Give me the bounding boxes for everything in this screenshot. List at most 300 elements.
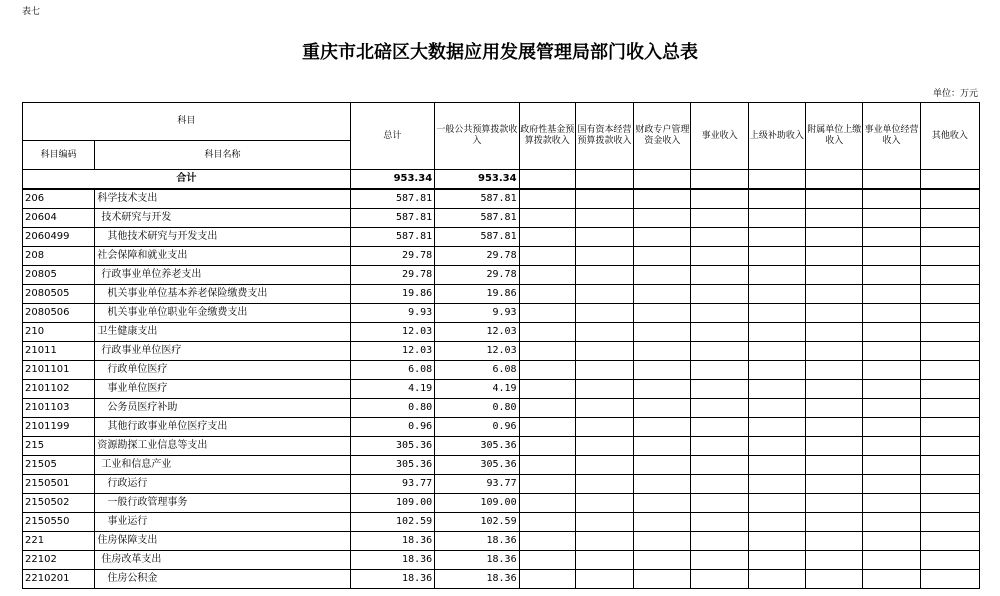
empty-cell (806, 361, 863, 380)
total-cell: 102.59 (350, 513, 434, 532)
empty-cell (634, 209, 691, 228)
subject-code-cell: 21011 (23, 342, 95, 361)
empty-cell (519, 247, 575, 266)
header-state-capital: 国有资本经营预算拨款收入 (575, 103, 633, 170)
table-row (23, 304, 980, 323)
general-budget-cell: 93.77 (435, 475, 519, 494)
total-cell: 93.77 (350, 475, 434, 494)
subject-code-cell: 206 (23, 189, 95, 209)
subject-name-cell: 住房改革支出 (95, 551, 350, 570)
table-row (23, 209, 980, 228)
total-general-budget: 953.34 (435, 170, 519, 190)
empty-cell (691, 209, 748, 228)
table-row (23, 418, 980, 437)
empty-cell (519, 399, 575, 418)
table-row (23, 551, 980, 570)
table-row (23, 570, 980, 589)
subject-name-cell: 公务员医疗补助 (95, 399, 350, 418)
subject-name-cell: 行政事业单位医疗 (95, 342, 350, 361)
general-budget-cell: 109.00 (435, 494, 519, 513)
empty-cell (634, 399, 691, 418)
subject-code-cell: 208 (23, 247, 95, 266)
empty-cell (575, 551, 633, 570)
empty-cell (863, 513, 920, 532)
empty-cell (519, 513, 575, 532)
general-budget-cell: 9.93 (435, 304, 519, 323)
empty-cell (920, 494, 979, 513)
table-row (23, 342, 980, 361)
table-row (23, 361, 980, 380)
general-budget-cell: 12.03 (435, 323, 519, 342)
subject-name-cell: 一般行政管理事务 (95, 494, 350, 513)
empty-cell (920, 189, 979, 209)
empty-cell (806, 551, 863, 570)
total-cell: 18.36 (350, 570, 434, 589)
empty-cell (863, 494, 920, 513)
empty-cell (691, 437, 748, 456)
unit-label: 单位：万元 (932, 89, 978, 99)
empty-cell (519, 494, 575, 513)
empty-cell (748, 494, 805, 513)
empty-cell (920, 380, 979, 399)
general-budget-cell: 0.96 (435, 418, 519, 437)
general-budget-cell: 19.86 (435, 285, 519, 304)
header-business-operation: 事业单位经营收入 (863, 103, 920, 170)
table-row (23, 532, 980, 551)
empty-cell (920, 361, 979, 380)
empty-cell (920, 551, 979, 570)
subject-code-cell: 2060499 (23, 228, 95, 247)
empty-cell (519, 228, 575, 247)
table-body (23, 170, 980, 589)
empty-cell (748, 532, 805, 551)
empty-cell (575, 361, 633, 380)
header-subject-name: 科目名称 (95, 141, 350, 170)
empty-cell (806, 570, 863, 589)
subject-name-cell: 其他行政事业单位医疗支出 (95, 418, 350, 437)
empty-cell (920, 247, 979, 266)
subject-name-cell: 技术研究与开发 (95, 209, 350, 228)
empty-cell (519, 551, 575, 570)
empty-cell (575, 380, 633, 399)
empty-cell (748, 437, 805, 456)
empty-cell (863, 228, 920, 247)
empty-cell (920, 418, 979, 437)
subject-code-cell: 221 (23, 532, 95, 551)
empty-cell (748, 304, 805, 323)
header-affiliated-unit: 附属单位上缴收入 (806, 103, 863, 170)
empty-cell (748, 170, 805, 190)
subject-name-cell: 工业和信息产业 (95, 456, 350, 475)
empty-cell (748, 475, 805, 494)
empty-cell (920, 437, 979, 456)
empty-cell (691, 570, 748, 589)
empty-cell (920, 285, 979, 304)
empty-cell (575, 266, 633, 285)
empty-cell (519, 342, 575, 361)
empty-cell (634, 570, 691, 589)
empty-cell (920, 304, 979, 323)
header-gov-fund: 政府性基金预算拨款收入 (519, 103, 575, 170)
empty-cell (691, 456, 748, 475)
empty-cell (748, 361, 805, 380)
header-general-budget: 一般公共预算拨款收入 (435, 103, 519, 170)
general-budget-cell: 29.78 (435, 266, 519, 285)
empty-cell (575, 189, 633, 209)
general-budget-cell: 305.36 (435, 456, 519, 475)
empty-cell (863, 361, 920, 380)
subject-code-cell: 2210201 (23, 570, 95, 589)
subject-name-cell: 机关事业单位基本养老保险缴费支出 (95, 285, 350, 304)
empty-cell (634, 170, 691, 190)
general-budget-cell: 6.08 (435, 361, 519, 380)
empty-cell (634, 342, 691, 361)
empty-cell (691, 475, 748, 494)
empty-cell (691, 551, 748, 570)
subject-code-cell: 2101199 (23, 418, 95, 437)
subject-name-cell: 其他技术研究与开发支出 (95, 228, 350, 247)
empty-cell (519, 361, 575, 380)
empty-cell (863, 399, 920, 418)
subject-name-cell: 事业运行 (95, 513, 350, 532)
empty-cell (519, 570, 575, 589)
general-budget-cell: 102.59 (435, 513, 519, 532)
empty-cell (806, 323, 863, 342)
empty-cell (575, 418, 633, 437)
subject-code-cell: 2101103 (23, 399, 95, 418)
empty-cell (634, 475, 691, 494)
subject-code-cell: 20805 (23, 266, 95, 285)
empty-cell (691, 418, 748, 437)
empty-cell (691, 494, 748, 513)
table-row (23, 399, 980, 418)
empty-cell (634, 361, 691, 380)
empty-cell (691, 285, 748, 304)
total-cell: 587.81 (350, 209, 434, 228)
subject-name-cell: 住房保障支出 (95, 532, 350, 551)
empty-cell (806, 475, 863, 494)
empty-cell (691, 170, 748, 190)
total-cell: 12.03 (350, 342, 434, 361)
empty-cell (806, 532, 863, 551)
total-cell: 18.36 (350, 532, 434, 551)
empty-cell (691, 228, 748, 247)
header-subject-code: 科目编码 (23, 141, 95, 170)
table-row (23, 380, 980, 399)
empty-cell (863, 304, 920, 323)
subject-code-cell: 2101102 (23, 380, 95, 399)
empty-cell (691, 189, 748, 209)
empty-cell (806, 170, 863, 190)
empty-cell (863, 418, 920, 437)
empty-cell (575, 228, 633, 247)
empty-cell (634, 437, 691, 456)
empty-cell (575, 170, 633, 190)
empty-cell (920, 399, 979, 418)
total-row (23, 170, 980, 190)
empty-cell (863, 189, 920, 209)
empty-cell (575, 399, 633, 418)
empty-cell (863, 247, 920, 266)
total-amount: 953.34 (350, 170, 434, 190)
total-cell: 0.80 (350, 399, 434, 418)
empty-cell (575, 342, 633, 361)
table-row (23, 266, 980, 285)
general-budget-cell: 18.36 (435, 570, 519, 589)
empty-cell (920, 228, 979, 247)
subject-code-cell: 2150550 (23, 513, 95, 532)
empty-cell (519, 285, 575, 304)
empty-cell (691, 266, 748, 285)
empty-cell (806, 399, 863, 418)
subject-name-cell: 社会保障和就业支出 (95, 247, 350, 266)
empty-cell (634, 323, 691, 342)
subject-name-cell: 科学技术支出 (95, 189, 350, 209)
empty-cell (863, 551, 920, 570)
empty-cell (920, 209, 979, 228)
general-budget-cell: 305.36 (435, 437, 519, 456)
general-budget-cell: 587.81 (435, 209, 519, 228)
total-cell: 29.78 (350, 266, 434, 285)
empty-cell (519, 380, 575, 399)
empty-cell (519, 304, 575, 323)
subject-name-cell: 资源勘探工业信息等支出 (95, 437, 350, 456)
table-row (23, 513, 980, 532)
total-cell: 18.36 (350, 551, 434, 570)
empty-cell (806, 247, 863, 266)
empty-cell (519, 475, 575, 494)
empty-cell (920, 532, 979, 551)
empty-cell (863, 170, 920, 190)
empty-cell (634, 418, 691, 437)
table-row (23, 228, 980, 247)
subject-code-cell: 210 (23, 323, 95, 342)
empty-cell (575, 323, 633, 342)
empty-cell (863, 285, 920, 304)
total-label: 合计 (23, 170, 351, 190)
table-row (23, 494, 980, 513)
subject-code-cell: 2150501 (23, 475, 95, 494)
empty-cell (748, 342, 805, 361)
subject-name-cell: 卫生健康支出 (95, 323, 350, 342)
empty-cell (806, 209, 863, 228)
header-other-income: 其他收入 (920, 103, 979, 170)
empty-cell (920, 513, 979, 532)
empty-cell (863, 570, 920, 589)
subject-name-cell: 事业单位医疗 (95, 380, 350, 399)
empty-cell (863, 323, 920, 342)
empty-cell (691, 342, 748, 361)
empty-cell (806, 494, 863, 513)
empty-cell (691, 323, 748, 342)
subject-name-cell: 机关事业单位职业年金缴费支出 (95, 304, 350, 323)
empty-cell (634, 513, 691, 532)
empty-cell (806, 342, 863, 361)
empty-cell (519, 456, 575, 475)
general-budget-cell: 12.03 (435, 342, 519, 361)
empty-cell (634, 189, 691, 209)
table-row (23, 247, 980, 266)
empty-cell (634, 285, 691, 304)
empty-cell (519, 170, 575, 190)
empty-cell (920, 475, 979, 494)
total-cell: 305.36 (350, 456, 434, 475)
empty-cell (575, 247, 633, 266)
empty-cell (863, 532, 920, 551)
empty-cell (748, 266, 805, 285)
empty-cell (863, 266, 920, 285)
table-row (23, 189, 980, 209)
header-superior-subsidy: 上级补助收入 (748, 103, 805, 170)
subject-name-cell: 行政单位医疗 (95, 361, 350, 380)
empty-cell (634, 456, 691, 475)
total-cell: 29.78 (350, 247, 434, 266)
empty-cell (691, 399, 748, 418)
subject-code-cell: 20604 (23, 209, 95, 228)
empty-cell (748, 399, 805, 418)
total-cell: 19.86 (350, 285, 434, 304)
empty-cell (634, 532, 691, 551)
empty-cell (691, 513, 748, 532)
empty-cell (920, 323, 979, 342)
subject-code-cell: 22102 (23, 551, 95, 570)
empty-cell (863, 437, 920, 456)
subject-code-cell: 2101101 (23, 361, 95, 380)
empty-cell (748, 380, 805, 399)
empty-cell (575, 285, 633, 304)
income-summary-table (22, 102, 980, 589)
empty-cell (519, 418, 575, 437)
empty-cell (634, 551, 691, 570)
total-cell: 9.93 (350, 304, 434, 323)
subject-code-cell: 2080506 (23, 304, 95, 323)
empty-cell (863, 342, 920, 361)
table-row (23, 323, 980, 342)
empty-cell (863, 209, 920, 228)
empty-cell (748, 247, 805, 266)
empty-cell (691, 247, 748, 266)
empty-cell (748, 418, 805, 437)
subject-code-cell: 21505 (23, 456, 95, 475)
subject-code-cell: 2080505 (23, 285, 95, 304)
empty-cell (806, 189, 863, 209)
empty-cell (575, 494, 633, 513)
empty-cell (920, 170, 979, 190)
empty-cell (748, 209, 805, 228)
empty-cell (575, 304, 633, 323)
empty-cell (575, 209, 633, 228)
general-budget-cell: 587.81 (435, 189, 519, 209)
page-title: 重庆市北碚区大数据应用发展管理局部门收入总表 (302, 42, 698, 63)
empty-cell (519, 209, 575, 228)
empty-cell (519, 323, 575, 342)
general-budget-cell: 4.19 (435, 380, 519, 399)
subject-name-cell: 行政事业单位养老支出 (95, 266, 350, 285)
empty-cell (748, 189, 805, 209)
subject-name-cell: 住房公积金 (95, 570, 350, 589)
empty-cell (863, 475, 920, 494)
empty-cell (519, 266, 575, 285)
empty-cell (806, 285, 863, 304)
empty-cell (634, 304, 691, 323)
general-budget-cell: 18.36 (435, 532, 519, 551)
empty-cell (806, 513, 863, 532)
table-row (23, 475, 980, 494)
empty-cell (863, 380, 920, 399)
empty-cell (634, 266, 691, 285)
total-cell: 305.36 (350, 437, 434, 456)
total-cell: 0.96 (350, 418, 434, 437)
empty-cell (748, 285, 805, 304)
general-budget-cell: 0.80 (435, 399, 519, 418)
empty-cell (575, 475, 633, 494)
empty-cell (920, 266, 979, 285)
empty-cell (575, 513, 633, 532)
empty-cell (806, 456, 863, 475)
total-cell: 12.03 (350, 323, 434, 342)
empty-cell (691, 380, 748, 399)
empty-cell (748, 323, 805, 342)
empty-cell (634, 380, 691, 399)
empty-cell (920, 570, 979, 589)
empty-cell (806, 380, 863, 399)
empty-cell (806, 418, 863, 437)
empty-cell (806, 228, 863, 247)
empty-cell (748, 228, 805, 247)
table-row (23, 437, 980, 456)
subject-code-cell: 2150502 (23, 494, 95, 513)
empty-cell (575, 437, 633, 456)
empty-cell (519, 532, 575, 551)
empty-cell (920, 342, 979, 361)
table-row (23, 285, 980, 304)
empty-cell (519, 437, 575, 456)
table-row (23, 456, 980, 475)
general-budget-cell: 587.81 (435, 228, 519, 247)
empty-cell (806, 266, 863, 285)
empty-cell (863, 456, 920, 475)
empty-cell (575, 456, 633, 475)
empty-cell (575, 532, 633, 551)
empty-cell (806, 304, 863, 323)
table-number: 表七 (22, 7, 41, 17)
general-budget-cell: 29.78 (435, 247, 519, 266)
total-cell: 587.81 (350, 228, 434, 247)
empty-cell (691, 361, 748, 380)
total-cell: 587.81 (350, 189, 434, 209)
total-cell: 6.08 (350, 361, 434, 380)
empty-cell (748, 551, 805, 570)
subject-name-cell: 行政运行 (95, 475, 350, 494)
empty-cell (748, 513, 805, 532)
empty-cell (806, 437, 863, 456)
empty-cell (634, 228, 691, 247)
empty-cell (691, 304, 748, 323)
subject-code-cell: 215 (23, 437, 95, 456)
empty-cell (691, 532, 748, 551)
empty-cell (575, 570, 633, 589)
empty-cell (519, 189, 575, 209)
empty-cell (634, 494, 691, 513)
empty-cell (634, 247, 691, 266)
total-cell: 4.19 (350, 380, 434, 399)
header-special-fund: 财政专户管理资金收入 (634, 103, 691, 170)
header-subject: 科目 (23, 103, 351, 141)
general-budget-cell: 18.36 (435, 551, 519, 570)
empty-cell (920, 456, 979, 475)
total-cell: 109.00 (350, 494, 434, 513)
empty-cell (748, 570, 805, 589)
